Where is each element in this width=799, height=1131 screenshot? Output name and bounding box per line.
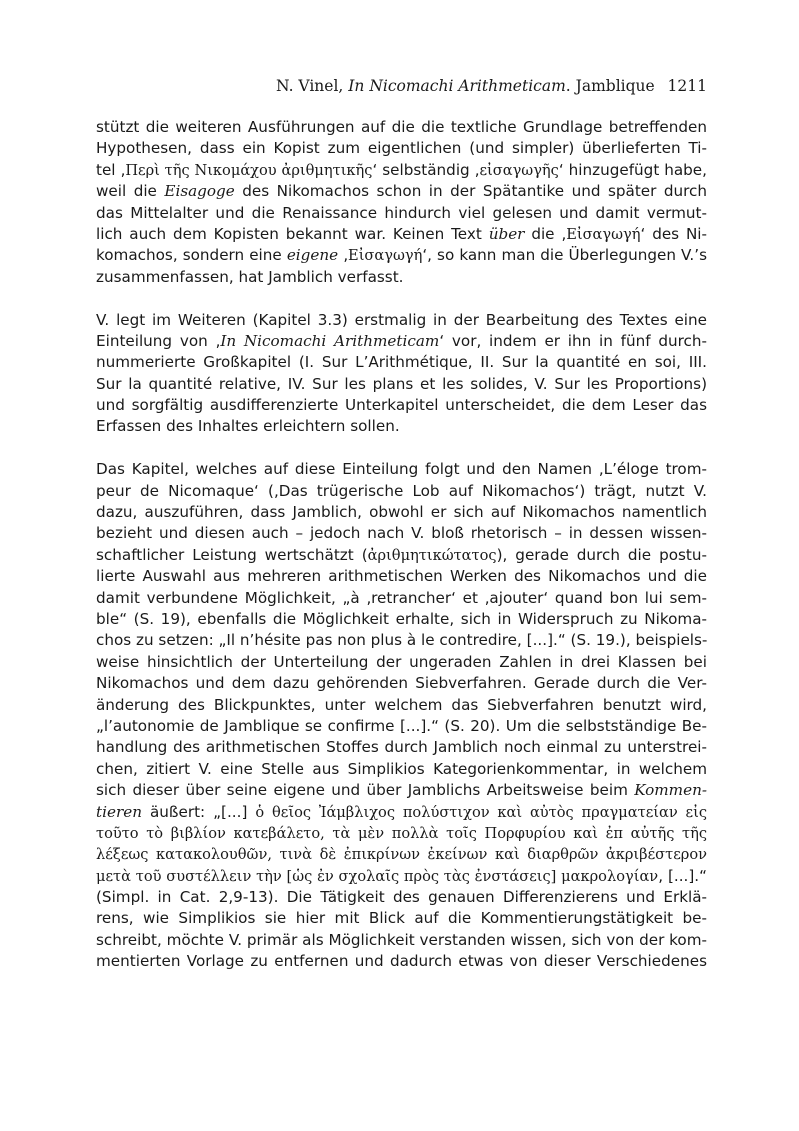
text-segment: , [...].“ (658, 866, 707, 885)
text-line: mentierten Vorlage zu entfernen und dadurch etwas von dieser Verschiedenes (96, 952, 707, 971)
running-title (276, 76, 655, 96)
text-segment: ‘ vor, indem er ihn in fünf durch- (439, 331, 707, 350)
italic-word: Kommen- (634, 781, 707, 800)
text-line (96, 780, 707, 801)
text-segment: ‘ selbständig ‚ (372, 160, 480, 179)
text-line: Nikomachos und dem dazu gehörenden Siebverfahren. Gerade durch die Ver- (96, 674, 707, 693)
text-segment: tel ‚ (96, 160, 126, 179)
text-line: nummerierte Großkapitel (I. Sur L’Arithmétique, II. Sur la quantité en soi, III. (96, 353, 707, 372)
text-line: stützt die weiteren Ausführungen auf die die textliche Grundlage betreffenden (96, 118, 707, 136)
greek-quote: τοῦτο τὸ βιβλίον κατεβάλετο, τὰ μὲν πολλὰ τοῖς Πορφυρίου καὶ ἐπ αὐτῆς τῆς (96, 824, 707, 842)
text-line: lierte Auswahl aus mehreren arithmetischen Werken des Nikomachos und die (96, 567, 707, 586)
text-segment: schaftlicher Leistung wertschätzt ( (96, 545, 368, 564)
text-line (96, 331, 707, 352)
paragraph-1 (96, 117, 707, 288)
text-line: ble“ (S. 19), ebenfalls die Möglichkeit erhalte, sich in Widerspruch zu Nikoma- (96, 609, 707, 628)
text-line (96, 844, 707, 865)
page-number: 1211 (667, 77, 707, 95)
text-line (96, 181, 707, 202)
italic-word: tieren (96, 802, 142, 821)
greek-word: ἀριθμητικώτατος (367, 546, 497, 564)
text-line (96, 866, 707, 887)
running-header (96, 76, 707, 96)
body-text (96, 117, 707, 994)
text-line: änderung des Blickpunktes, unter welchem das Siebverfahren benutzt wird, (96, 695, 707, 714)
text-line (96, 245, 707, 266)
running-title-suffix: . Jamblique (565, 77, 655, 95)
text-line (96, 823, 707, 844)
greek-title: Περὶ τῆς Νικομάχου ἀριθμητικῆς (125, 161, 373, 179)
paragraph-2 (96, 310, 707, 438)
text-line: Sur la quantité relative, IV. Sur les plans et les solides, V. Sur les Proportions) (96, 374, 707, 393)
text-segment: lich auch dem Kopisten bekannt war. Keinen Text (96, 224, 489, 243)
text-line: Das Kapitel, welches auf diese Einteilung folgt und den Namen ‚L’éloge trom- (96, 460, 707, 479)
text-segment: sich dieser über seine eigene und über Jamblichs Arbeitsweise beim (96, 781, 635, 800)
greek-quote: ὁ θεῖος Ἰάμβλιχος πολύστιχον καὶ αὐτὸς πραγματείαν εἰς (255, 803, 707, 821)
greek-word: Εἰσαγωγή (566, 225, 641, 243)
italic-word: eigene (286, 246, 339, 265)
text-line: Hypothesen, dass ein Kopist zum eigentlichen (und simpler) überlieferten Ti- (96, 139, 707, 158)
text-segment: komachos, sondern eine (96, 246, 287, 265)
text-segment: des Nikomachos schon in der Spätantike und später durch (234, 182, 707, 201)
text-line (96, 545, 707, 566)
text-line: chos zu setzen: „Il n’hésite pas non plus à le contredire, [...].“ (S. 19.), beispiels- (96, 631, 708, 650)
text-line: „l’autonomie de Jamblique se confirme [...].“ (S. 20). Um die selbstständige Be- (96, 716, 707, 735)
text-line (96, 160, 707, 181)
italic-word: über (488, 224, 525, 243)
italic-title: In Nicomachi Arithmeticam (220, 331, 440, 350)
paragraph-3 (96, 459, 707, 972)
text-line: (Simpl. in Cat. 2,9-13). Die Tätigkeit des genauen Differenzierens und Erklä- (96, 888, 707, 907)
text-segment: die ‚ (524, 224, 567, 243)
greek-word: Εἰσαγωγή (348, 247, 423, 265)
text-segment: ), gerade durch die postu- (496, 545, 707, 564)
text-line: und sorgfältig ausdifferenzierte Unterkapitel unterscheidet, die dem Leser das (96, 396, 707, 415)
text-line: bezieht und diesen auch – jedoch nach V. bloß rhetorisch – in dessen wissen- (96, 524, 707, 543)
text-line: Erfassen des Inhaltes erleichtern sollen. (96, 417, 400, 436)
text-segment: ‘ hinzugefügt habe, (558, 160, 707, 179)
text-line: zusammenfassen, hat Jamblich verfasst. (96, 267, 404, 286)
text-line: dazu, auszuführen, dass Jamblich, obwohl er sich auf Nikomachos namentlich (96, 503, 707, 522)
text-line: rens, wie Simplikios sie hier mit Blick auf die Kommentierungstätigkeit be- (96, 909, 707, 928)
text-line: schreibt, möchte V. primär als Möglichkeit verstanden wissen, sich von der kom- (96, 930, 707, 949)
text-line: V. legt im Weiteren (Kapitel 3.3) erstmalig in der Bearbeitung des Textes eine (96, 310, 707, 329)
text-line: weise hinsichtlich der Unterteilung der ungeraden Zahlen in drei Klassen bei (96, 652, 707, 671)
text-segment: Einteilung von ‚ (96, 331, 221, 350)
greek-word: εἰσαγωγῆς (479, 161, 559, 179)
text-line: chen, zitiert V. eine Stelle aus Simplikios Kategorienkommentar, in welchem (96, 759, 707, 778)
text-segment: äußert: „[...] (141, 802, 256, 821)
text-segment: ‘, so kann man die Überlegungen V.’s (422, 246, 708, 265)
text-segment: ‘ des Ni- (640, 224, 708, 243)
text-line: peur de Nicomaque‘ (‚Das trügerische Lob auf Nikomachos‘) trägt, nutzt V. (96, 481, 707, 500)
text-segment: weil die (96, 182, 165, 201)
text-line: damit verbundene Möglichkeit, „à ‚retrancher‘ et ‚ajouter‘ quand bon lui sem- (96, 588, 707, 607)
running-title-work: In Nicomachi Arithmeticam (348, 77, 566, 95)
running-title-author: N. Vinel, (276, 77, 349, 95)
text-line (96, 802, 707, 823)
greek-quote: λέξεως κατακολουθῶν, τινὰ δὲ ἐπικρίνων ἐκείνων καὶ διαρθρῶν ἀκριβέστερον (96, 846, 707, 864)
text-segment: ‚ (338, 246, 349, 265)
text-line: handlung des arithmetischen Stoffes durch Jamblich noch einmal zu unterstrei- (96, 738, 707, 757)
greek-quote: μετὰ τοῦ συστέλλειν τὴν [ὡς ἐν σχολαῖς πρὸς τὰς ἐνστάσεις] μακρολογίαν (96, 867, 659, 885)
italic-word: Eisagoge (164, 182, 235, 201)
text-line: das Mittelalter und die Renaissance hindurch viel gelesen und damit vermut- (96, 203, 707, 222)
text-line (96, 224, 707, 245)
